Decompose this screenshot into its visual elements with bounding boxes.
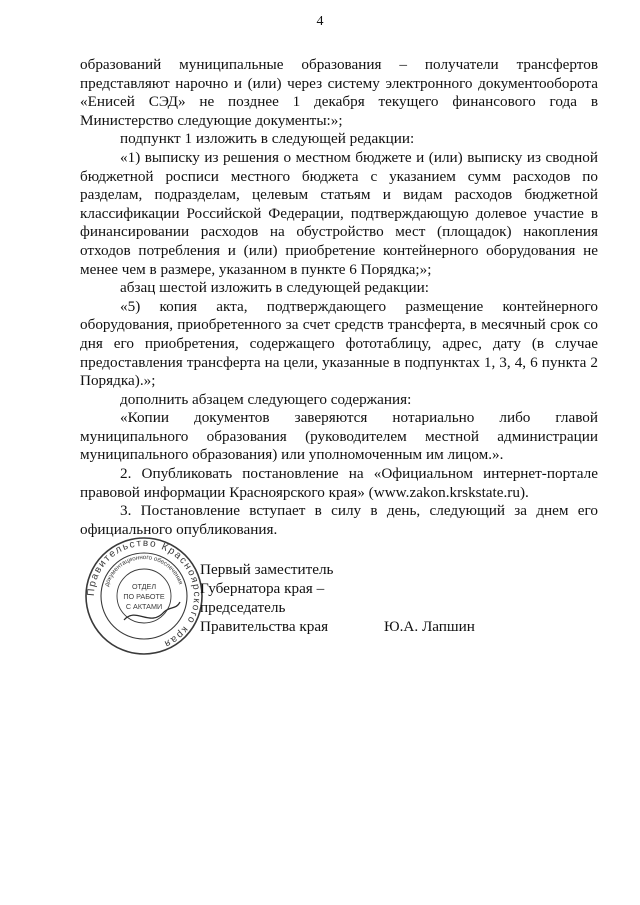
paragraph-continuation: образований муниципальные образования – получатели трансфертов представляют нарочно и (или) через систему электронного документооборота «Енисей СЭД» не позднее 1 декабря текущего финансового года в Министерство следующие документы:»;: [80, 56, 598, 129]
signatory-name: Ю.А. Лапшин: [384, 618, 475, 635]
stamp-center-line-1: ОТДЕЛ: [131, 582, 157, 591]
stamp-inner-ring-text: документационного обеспечения: [103, 553, 184, 588]
signatory-title-line: Правительства края: [200, 618, 329, 635]
page-number: 4: [316, 14, 324, 29]
signatory-title: [200, 560, 333, 636]
paragraph-subitem-1-text: «1) выписку из решения о местном бюджете и (или) выписку из сводной бюджетной росписи местного бюджета с указанием сумм расходов по разделам, подразделам, целевым статьям и видам расходов бюджетной классификации Российской Федерации, подтверждающую долевое участие в финансировании расходов на обустройство мест (площадок) накопления отходов потребления и (или) приобретение контейнерного оборудования не менее чем в размере, указанном в пункте 6 Порядка;»;: [80, 148, 598, 278]
paragraph-add-text: «Копии документов заверяются нотариально либо главой муниципального образования (руководителем местной администрации муниципального образования) или уполномоченным им лицом.».: [80, 409, 598, 464]
signature-block: [80, 537, 598, 670]
stamp-center-line-2: ПО РАБОТЕ: [123, 592, 165, 601]
signatory-title-line: председатель: [200, 599, 286, 616]
paragraph-subitem-1-instruction: подпункт 1 изложить в следующей редакции:: [120, 130, 415, 148]
signatory-title-line: Губернатора края –: [200, 580, 325, 597]
paragraph-sixth-text: «5) копия акта, подтверждающего размещение контейнерного оборудования, приобретенного за счет средств трансферта, в месячный срок со дня его приобретения, содержащего фототаблицу, адрес, дату (в случае предоставления трансферта на цели, указанные в подпунктах 1, 3, 4, 6 пункта 2 Порядка).»;: [80, 297, 598, 390]
document-body: [80, 56, 598, 539]
stamp-center-line-3: С АКТАМИ: [125, 602, 163, 611]
paragraph-item-2: 2. Опубликовать постановление на «Официальном интернет-портале правовой информации Красноярского края» (www.zakon.krskstate.ru).: [80, 465, 598, 501]
signatory-title-line: Первый заместитель: [200, 561, 334, 578]
paragraph-sixth-instruction: абзац шестой изложить в следующей редакции:: [120, 279, 429, 297]
paragraph-item-3: 3. Постановление вступает в силу в день, следующий за днем его официального опубликования.: [80, 502, 598, 538]
stamp-outer-text: Правительство Красноярского края: [85, 537, 203, 650]
official-stamp: [84, 536, 204, 656]
paragraph-add-instruction: дополнить абзацем следующего содержания:: [120, 390, 412, 408]
